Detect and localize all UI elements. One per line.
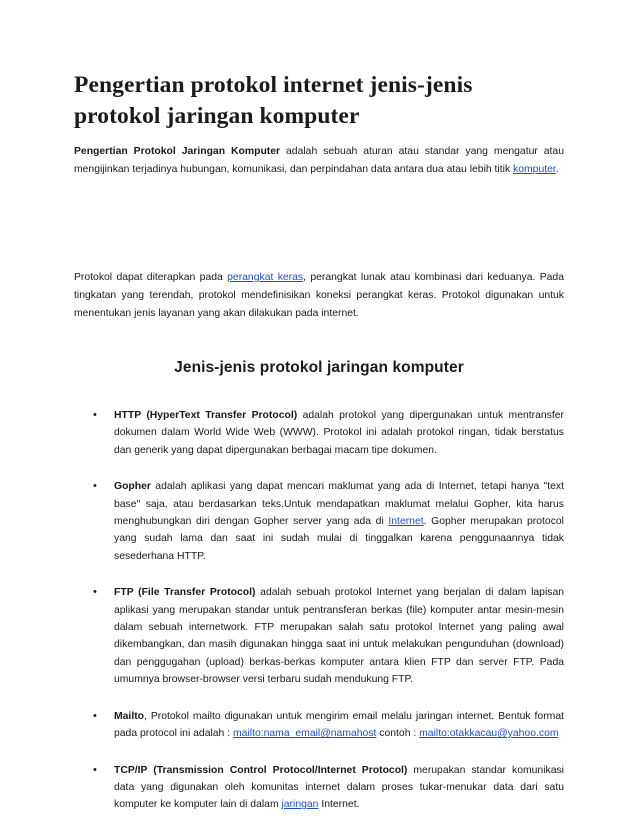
- item-text: adalah protokol yang dipergunakan untuk mentransfer dokumen dalam World Wide Web (WWW). Protokol ini adalah protokol ringan, tidak berstatus dan generik yang dapat dipergunakan berbagai macam tipe dokumen.: [114, 410, 564, 456]
- intro-end: .: [555, 164, 559, 175]
- link-perangkat-keras[interactable]: perangkat keras: [227, 272, 304, 283]
- bullet-icon: •: [93, 480, 97, 493]
- item-text: merupakan standar komunikasi data yang digunakan oleh komunitas internet dalam proses tukar-menukar data dari satu komputer ke komputer lain di dalam: [114, 764, 564, 811]
- link-komputer[interactable]: komputer: [513, 164, 556, 175]
- item-term: Mailto: [114, 710, 145, 722]
- item-text-mid: contoh :: [376, 728, 420, 740]
- intro-paragraph: [74, 143, 564, 179]
- section-heading: Jenis-jenis protokol jaringan komputer: [174, 359, 464, 376]
- para2-pre: Protokol dapat diterapkan pada: [74, 272, 228, 283]
- list-item-tcpip: [74, 762, 564, 814]
- list-item-http: [74, 407, 564, 459]
- item-term: TCP/IP (Transmission Control Protocol/Internet Protocol): [114, 764, 408, 776]
- intro-term: Pengertian Protokol Jaringan Komputer: [74, 146, 281, 157]
- para2-post: , perangkat lunak atau kombinasi dari keduanya. Pada tingkatan yang terendah, protokol mendefinisikan koneksi perangkat keras. Protokol digunakan untuk menentukan jenis layanan yang akan dilakukan pada internet.: [74, 272, 564, 319]
- bullet-icon: •: [93, 763, 97, 776]
- intro-text: adalah sebuah aturan atau standar yang mengatur atau mengijinkan terjadinya hubungan, komunikasi, dan perpindahan data antara dua atau lebih titik: [74, 146, 564, 175]
- item-text: , Protokol mailto digunakan untuk mengirim email melalu jaringan internet. Bentuk format pada protocol ini adalah :: [114, 710, 564, 740]
- link-mailto-example[interactable]: mailto:nama_email@namahost: [233, 728, 377, 740]
- item-text-post: . Gopher merupakan protocol yang sudah lama dan saat ini sudah mulai di tinggalkan karena penggunaannya tidak sesederhana HTTP.: [114, 516, 564, 562]
- list-item-ftp: [74, 584, 564, 688]
- link-mailto-contoh[interactable]: mailto:otakkacau@yahoo.com: [419, 728, 559, 740]
- bullet-icon: •: [93, 709, 97, 722]
- item-text: adalah aplikasi yang dapat mencari maklumat yang ada di Internet, tetapi hanya "text base" saja, atau berdasarkan teks.Untuk mendapatkan maklumat melalui Gopher, kita harus menghubungkan diri dengan Gopher server yang ada di: [114, 481, 564, 528]
- list-item-mailto: [74, 708, 564, 743]
- item-term: FTP (File Transfer Protocol): [114, 587, 256, 599]
- bullet-icon: •: [93, 409, 97, 421]
- item-text: adalah sebuah protokol Internet yang berjalan di dalam lapisan aplikasi yang merupakan standar untuk pentransferan berkas (file) komputer antar mesin-mesin dalam sebuah internetwork. FTP merupakan salah satu protokol Internet yang paling awal dikembangkan, dan masih digunakan hingga saat ini untuk melakukan pengunduhan (download) dan penggugahan (upload) berkas-berkas komputer antara klien FTP dan server FTP. Pada umumnya browser-browser versi terbaru sudah mendukung FTP.: [114, 587, 565, 686]
- link-jaringan[interactable]: jaringan: [281, 799, 319, 811]
- link-internet[interactable]: Internet: [388, 516, 424, 528]
- page-title: Pengertian protokol internet jenis-jenis protokol jaringan komputer: [74, 72, 473, 129]
- document-page: [74, 70, 564, 833]
- item-text-post: Internet.: [318, 799, 360, 811]
- list-item-gopher: [74, 478, 564, 565]
- protocol-paragraph: [74, 269, 564, 323]
- protocol-list: [74, 407, 564, 814]
- item-term: Gopher: [114, 481, 151, 493]
- blank-space: [74, 179, 564, 269]
- bullet-icon: •: [93, 586, 97, 599]
- item-term: HTTP (HyperText Transfer Protocol): [114, 410, 298, 421]
